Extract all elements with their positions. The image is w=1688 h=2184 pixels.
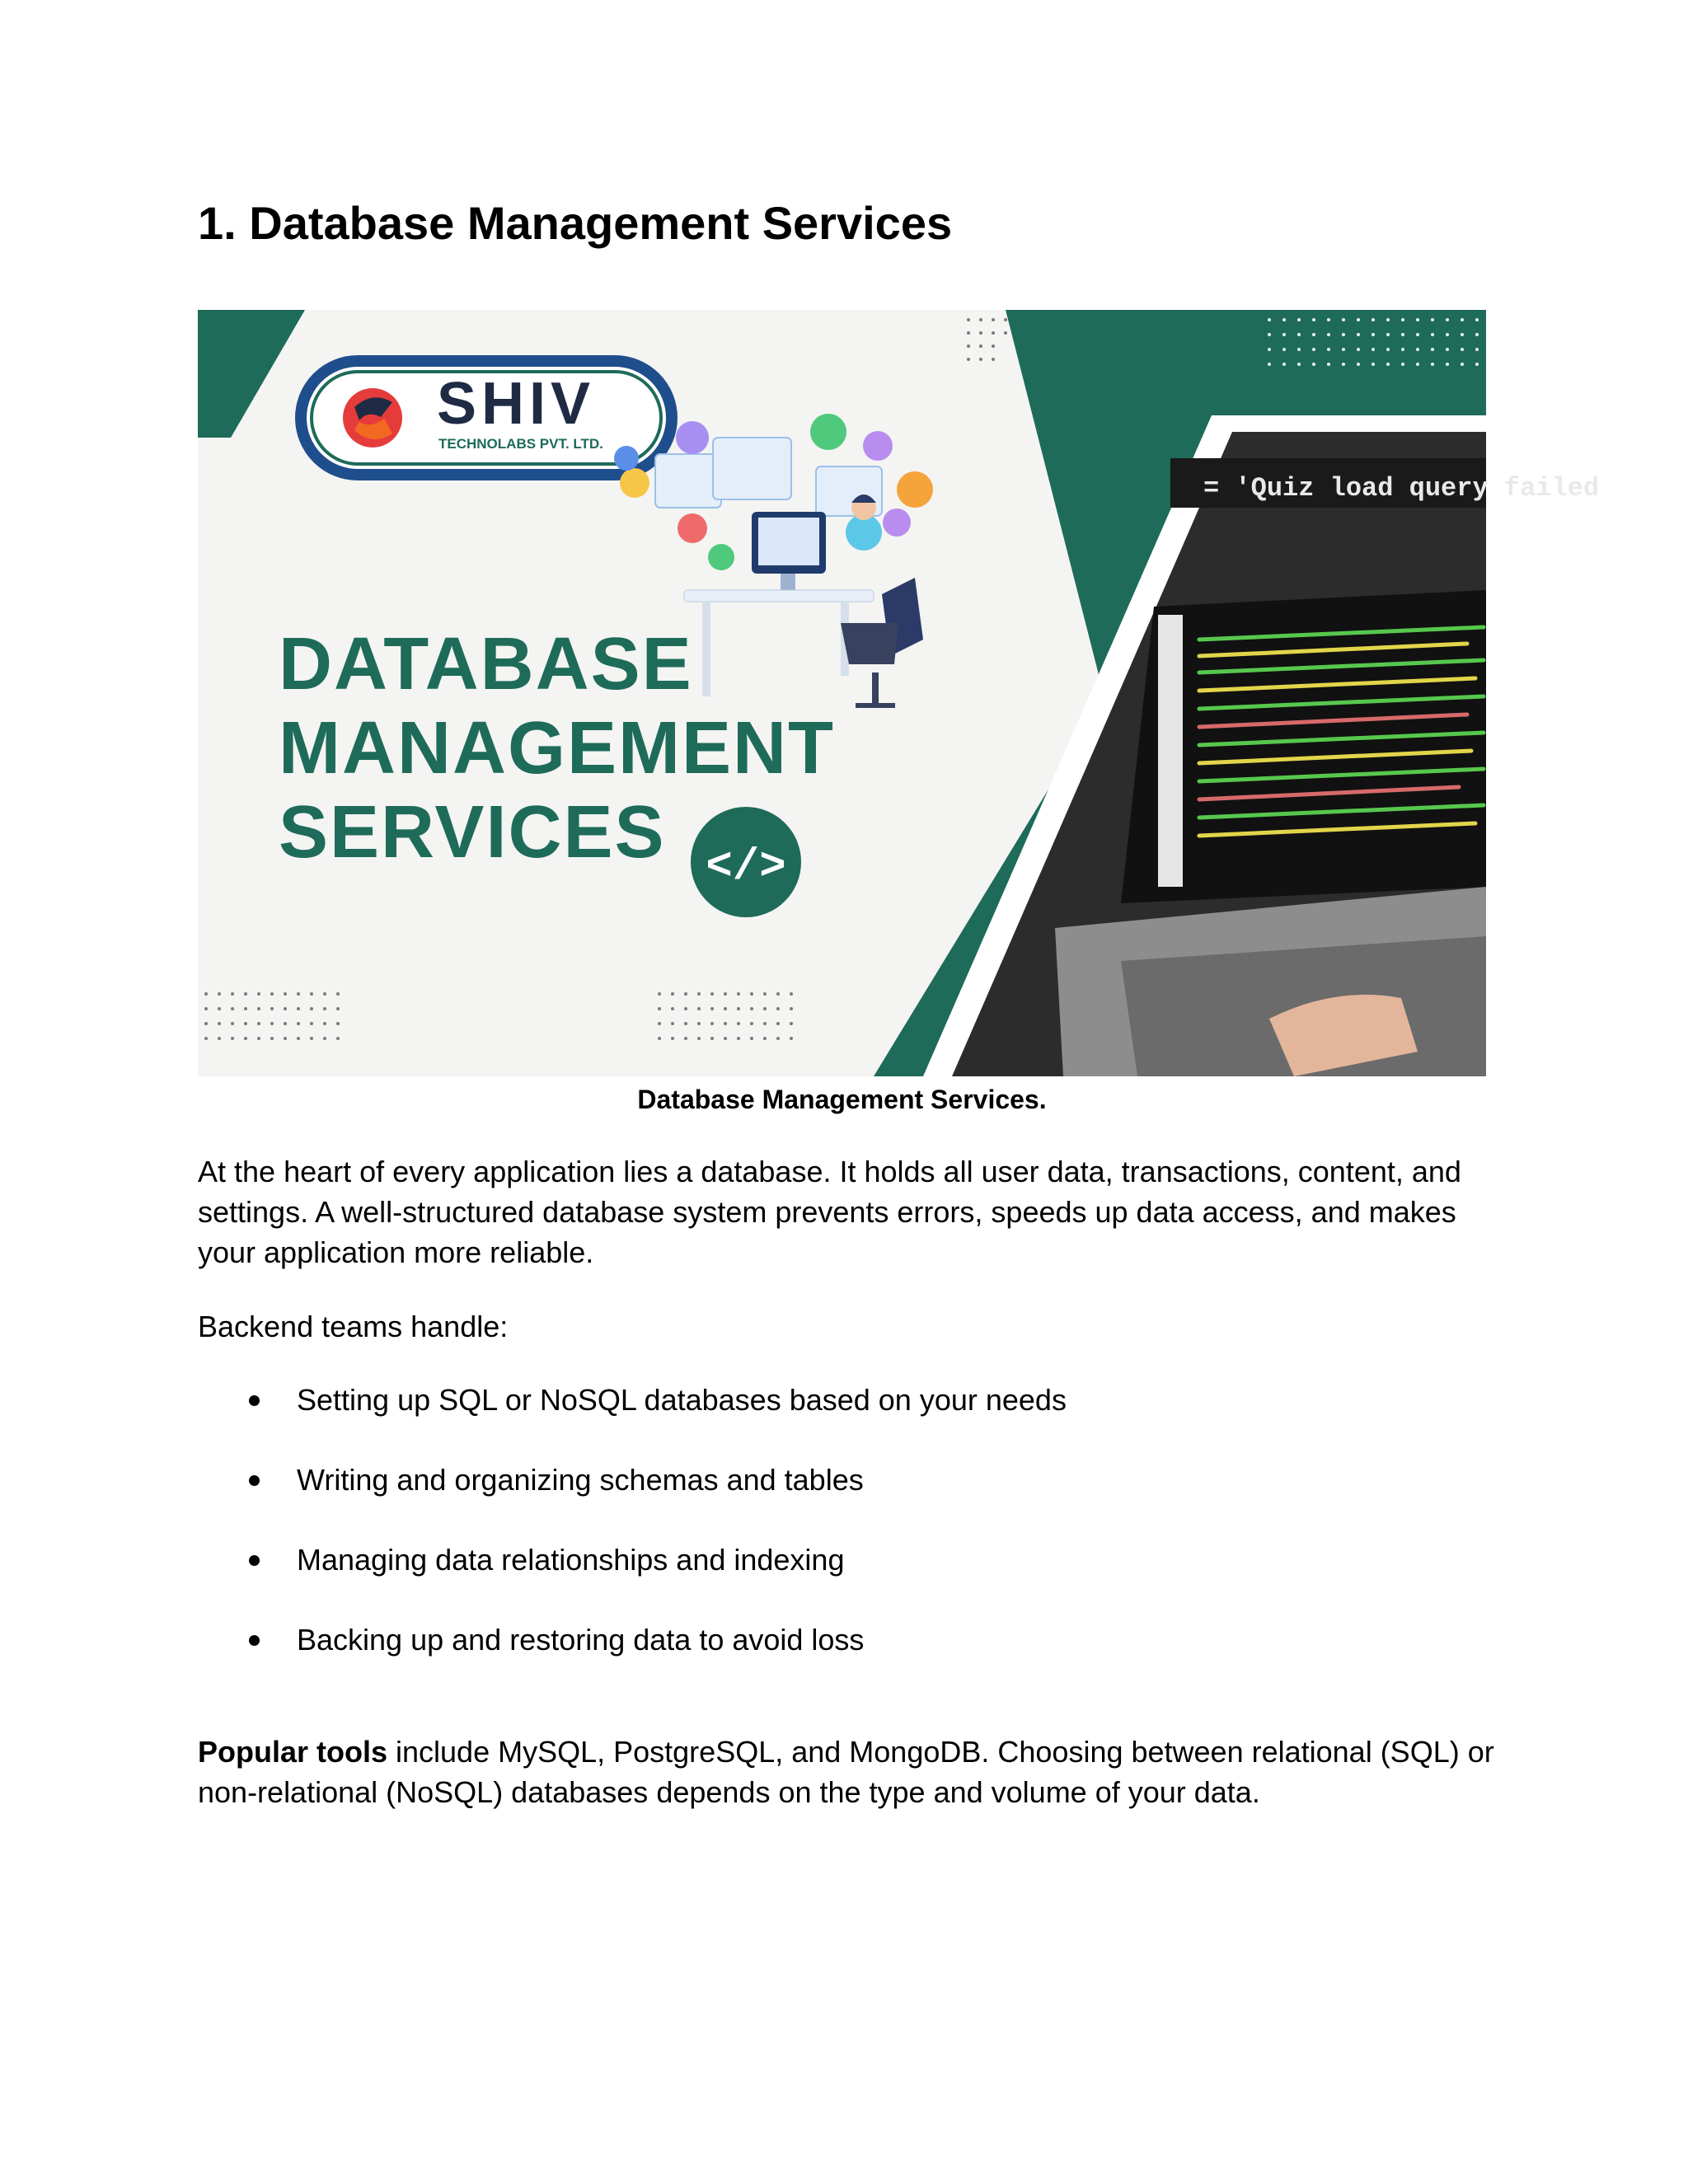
svg-text:TECHNOLABS PVT. LTD.: TECHNOLABS PVT. LTD. [438,436,603,452]
section-heading: 1. Database Management Services [198,197,953,249]
bullet-icon [249,1635,260,1646]
list-item [198,1380,1434,1420]
list-item-text: Writing and organizing schemas and tables [297,1463,864,1497]
banner-image [198,310,1600,1076]
list-item [198,1540,1434,1580]
bullet-icon [249,1395,260,1406]
svg-text:= 'Quiz load query failed: = 'Quiz load query failed [1203,473,1600,504]
list-intro: Backend teams handle: [198,1310,509,1343]
tools-text: include MySQL, PostgreSQL, and MongoDB. Choosing between relational (SQL) or non-relational (NoSQL) databases depends on the type and volume of your data. [198,1735,1494,1809]
bullet-icon [249,1475,260,1486]
bullet-icon [249,1555,260,1566]
svg-text:SERVICES: SERVICES [279,791,666,874]
list-item [198,1460,1434,1500]
svg-text:MANAGEMENT: MANAGEMENT [279,707,835,790]
svg-text:DATABASE: DATABASE [279,623,693,705]
tools-paragraph [198,1732,1496,1812]
list-item [198,1619,1434,1660]
list-item-text: Setting up SQL or NoSQL databases based on your needs [297,1383,1067,1417]
intro-paragraph: At the heart of every application lies a database. It holds all user data, transactions, content, and settings. A well-structured database system prevents errors, speeds up data access, and makes your application more reliable. [198,1155,1461,1269]
tools-lead: Popular tools [198,1735,388,1769]
svg-text:</>: </> [706,842,786,893]
svg-text:SHIV: SHIV [437,371,596,437]
code-badge-icon [691,807,801,917]
image-caption: Database Management Services. [637,1085,1047,1114]
list-item-text: Backing up and restoring data to avoid loss [297,1623,865,1657]
list-item-text: Managing data relationships and indexing [297,1543,845,1577]
responsibilities-list [198,1380,1434,1699]
